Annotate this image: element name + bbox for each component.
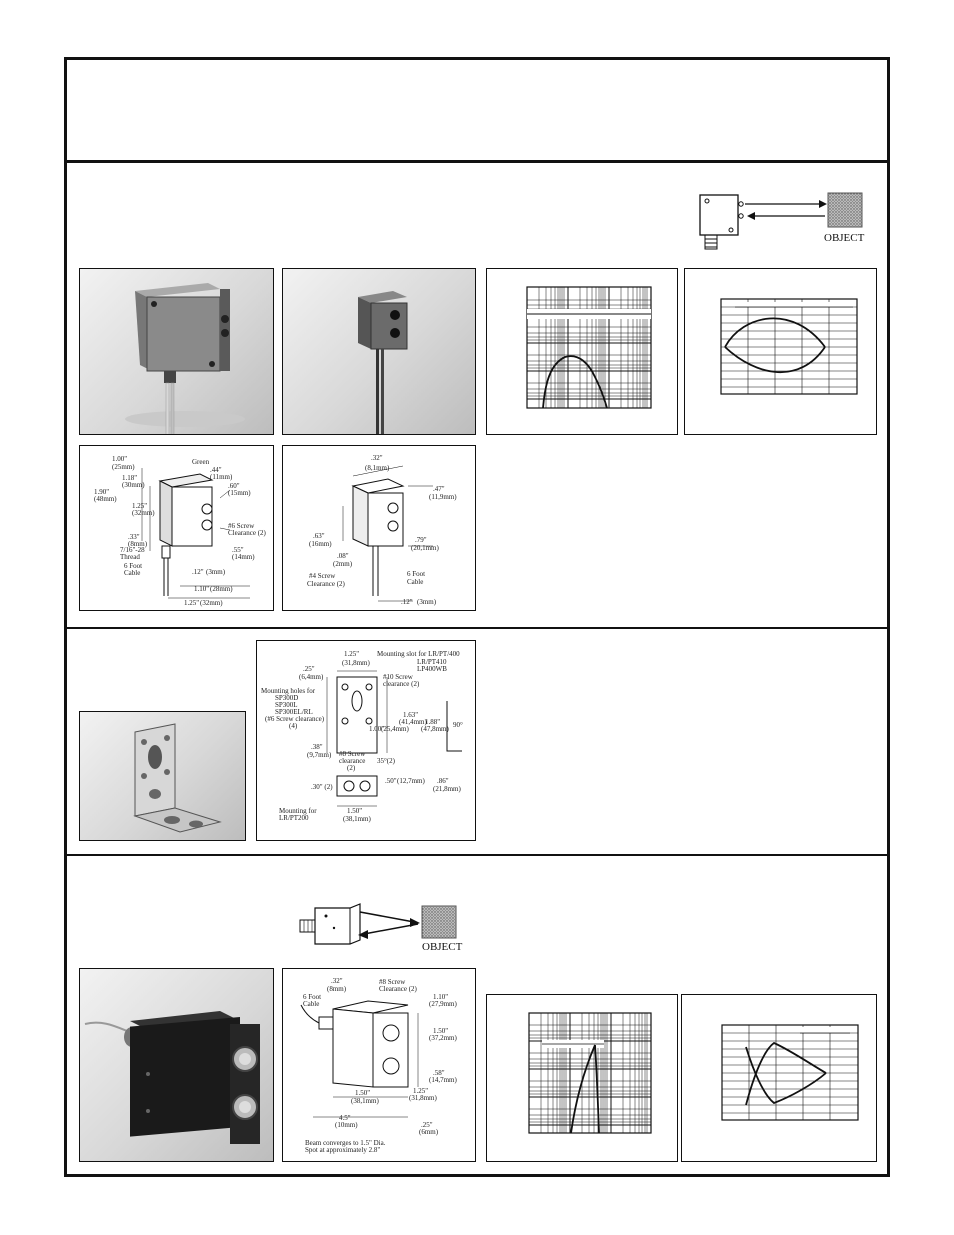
drawing-label: clearance (2) (383, 680, 420, 688)
drawing-label: Thread (120, 553, 140, 561)
drawing-label: Clearance (2) (307, 580, 345, 588)
drawing-label: 6 Foot (303, 993, 322, 1001)
drawing-label: 1.00" (112, 455, 128, 463)
drawing-label: .60" (228, 482, 240, 490)
header-divider (64, 160, 890, 163)
drawing-label: .50" (385, 777, 397, 785)
drawing-label: 7/16"-28 (120, 546, 145, 554)
drawing-label: #8 Screw (379, 978, 406, 986)
drawing-label: 1.88" (425, 718, 441, 726)
drawing-label: (9,7mm) (307, 751, 332, 759)
drawing-label: Mounting slot for LR/PT/400 (377, 650, 460, 658)
drawing-label: 1.10" (433, 993, 449, 1001)
drawing-label: .30" (2) (311, 783, 333, 791)
drawing-label: (38,1mm) (343, 815, 371, 823)
drawing-label: .63" (313, 532, 325, 540)
drawing-label: 1.25" (184, 599, 200, 607)
sensing-diagram-2 (296, 902, 466, 954)
drawing-label: (8,1mm) (365, 464, 390, 472)
bracket-photo (79, 711, 246, 841)
drawing-label: .32" (371, 454, 383, 462)
drawing-label: (31,8mm) (342, 659, 370, 667)
drawing-label: SP300L (275, 701, 298, 709)
drawing-label: .38" (311, 743, 323, 751)
drawing-label: clearance (339, 757, 366, 765)
drawing-label: 1.50" (355, 1089, 371, 1097)
drawing-label: (14,7mm) (429, 1076, 457, 1084)
dimension-drawing-2 (282, 445, 476, 611)
drawing-label: (47,8mm) (421, 725, 449, 733)
drawing-label: .44" (210, 466, 222, 474)
drawing-label: (14mm) (232, 553, 255, 561)
drawing-label: 1.25" (413, 1087, 429, 1095)
drawing-label: Spot at approximately 2.8" (305, 1146, 381, 1154)
drawing-label: .33" (128, 533, 140, 541)
drawing-label: (6,4mm) (299, 673, 324, 681)
drawing-label: 35°(2) (377, 757, 395, 765)
drawing-label: 6 Foot (124, 562, 143, 570)
drawing-label: 1.90" (94, 488, 110, 496)
drawing-label: #6 Screw (228, 522, 255, 530)
drawing-label: (31,8mm) (409, 1094, 437, 1102)
drawing-label: 1.50" (433, 1027, 449, 1035)
drawing-label: .12" (401, 598, 413, 606)
drawing-label: .25" (421, 1121, 433, 1129)
drawing-label: (2) (347, 764, 356, 772)
drawing-label: (8mm) (327, 985, 347, 993)
drawing-label: (11mm) (210, 473, 233, 481)
drawing-label: Clearance (2) (379, 985, 417, 993)
drawing-label: 1.63" (403, 711, 419, 719)
drawing-label: (20,1mm) (411, 544, 439, 552)
drawing-label: (32mm) (200, 599, 223, 607)
drawing-label: (25mm) (112, 463, 135, 471)
drawing-label: .32" (331, 977, 343, 985)
drawing-label: (6mm) (419, 1128, 439, 1136)
drawing-label: #4 Screw (309, 572, 336, 580)
drawing-label: .08" (337, 552, 349, 560)
drawing-label: (3mm) (206, 568, 226, 576)
drawing-label: Cable (124, 569, 141, 577)
drawing-label: (#6 Screw clearance) (265, 715, 325, 723)
drawing-label: (28mm) (210, 585, 233, 593)
sensor-photo-2 (282, 268, 476, 435)
drawing-label: (30mm) (122, 481, 145, 489)
excess-gain-graph-1 (486, 268, 678, 435)
dimension-drawing-3 (282, 968, 476, 1162)
drawing-label: Cable (407, 578, 424, 586)
drawing-label: Green (192, 458, 210, 466)
drawing-label: (27,9mm) (429, 1000, 457, 1008)
object-label: OBJECT (422, 941, 463, 953)
drawing-label: Clearance (2) (228, 529, 266, 537)
drawing-label: (21,8mm) (433, 785, 461, 793)
drawing-label: .86" (437, 777, 449, 785)
drawing-label: #10 Screw (383, 673, 413, 681)
section-divider-1 (64, 627, 890, 629)
drawing-label: SP300EL/RL (275, 708, 313, 716)
drawing-label: 1.25" (344, 650, 360, 658)
drawing-label: Mounting for (279, 807, 317, 815)
drawing-label: .47" (433, 485, 445, 493)
drawing-label: (3mm) (417, 598, 437, 606)
dimension-drawing-1 (79, 445, 274, 611)
drawing-label: (12,7mm) (397, 777, 425, 785)
drawing-label: (8mm) (128, 540, 148, 548)
beam-pattern-graph-2 (681, 994, 877, 1162)
drawing-label: 90° (453, 721, 463, 729)
drawing-label: (41,4mm) (399, 718, 427, 726)
object-label: OBJECT (824, 232, 865, 244)
drawing-label: (11,9mm) (429, 493, 457, 501)
drawing-label: (2mm) (333, 560, 353, 568)
drawing-label: .25" (303, 665, 315, 673)
drawing-label: Cable (303, 1000, 320, 1008)
drawing-label: 1.50" (347, 807, 363, 815)
drawing-label: 1.25" (132, 502, 148, 510)
drawing-label: (48mm) (94, 495, 117, 503)
drawing-label: .79" (415, 536, 427, 544)
drawing-label: #8 Screw (339, 750, 366, 758)
drawing-label: (15mm) (228, 489, 251, 497)
section-divider-2 (64, 854, 890, 856)
drawing-label: 1.18" (122, 474, 138, 482)
drawing-label: (38,1mm) (351, 1097, 379, 1105)
drawing-label: 1.00" (369, 725, 385, 733)
drawing-label: (37,2mm) (429, 1034, 457, 1042)
drawing-label: 4.5" (339, 1114, 351, 1122)
drawing-label: .12" (192, 568, 204, 576)
drawing-label: .55" (232, 546, 244, 554)
drawing-label: Mounting holes for (261, 687, 316, 695)
drawing-label: 6 Foot (407, 570, 426, 578)
drawing-label: .58" (433, 1069, 445, 1077)
drawing-label: Beam converges to 1.5" Dia. (305, 1139, 386, 1147)
beam-pattern-graph-1 (684, 268, 877, 435)
drawing-label: LR/PT200 (279, 814, 309, 822)
drawing-label: (4) (289, 722, 298, 730)
drawing-label: (10mm) (335, 1121, 358, 1129)
sensing-diagram-1 (697, 190, 867, 252)
excess-gain-graph-2 (486, 994, 678, 1162)
drawing-label: (25,4mm) (381, 725, 409, 733)
sensor-photo-3 (79, 968, 274, 1162)
drawing-label: 1.10" (194, 585, 210, 593)
drawing-label: LP400WB (417, 665, 447, 673)
drawing-label: LR/PT410 (417, 658, 447, 666)
drawing-label: SP300D (275, 694, 299, 702)
bracket-drawing (256, 640, 476, 841)
sensor-photo-1 (79, 268, 274, 435)
drawing-label: (16mm) (309, 540, 332, 548)
drawing-label: (32mm) (132, 509, 155, 517)
